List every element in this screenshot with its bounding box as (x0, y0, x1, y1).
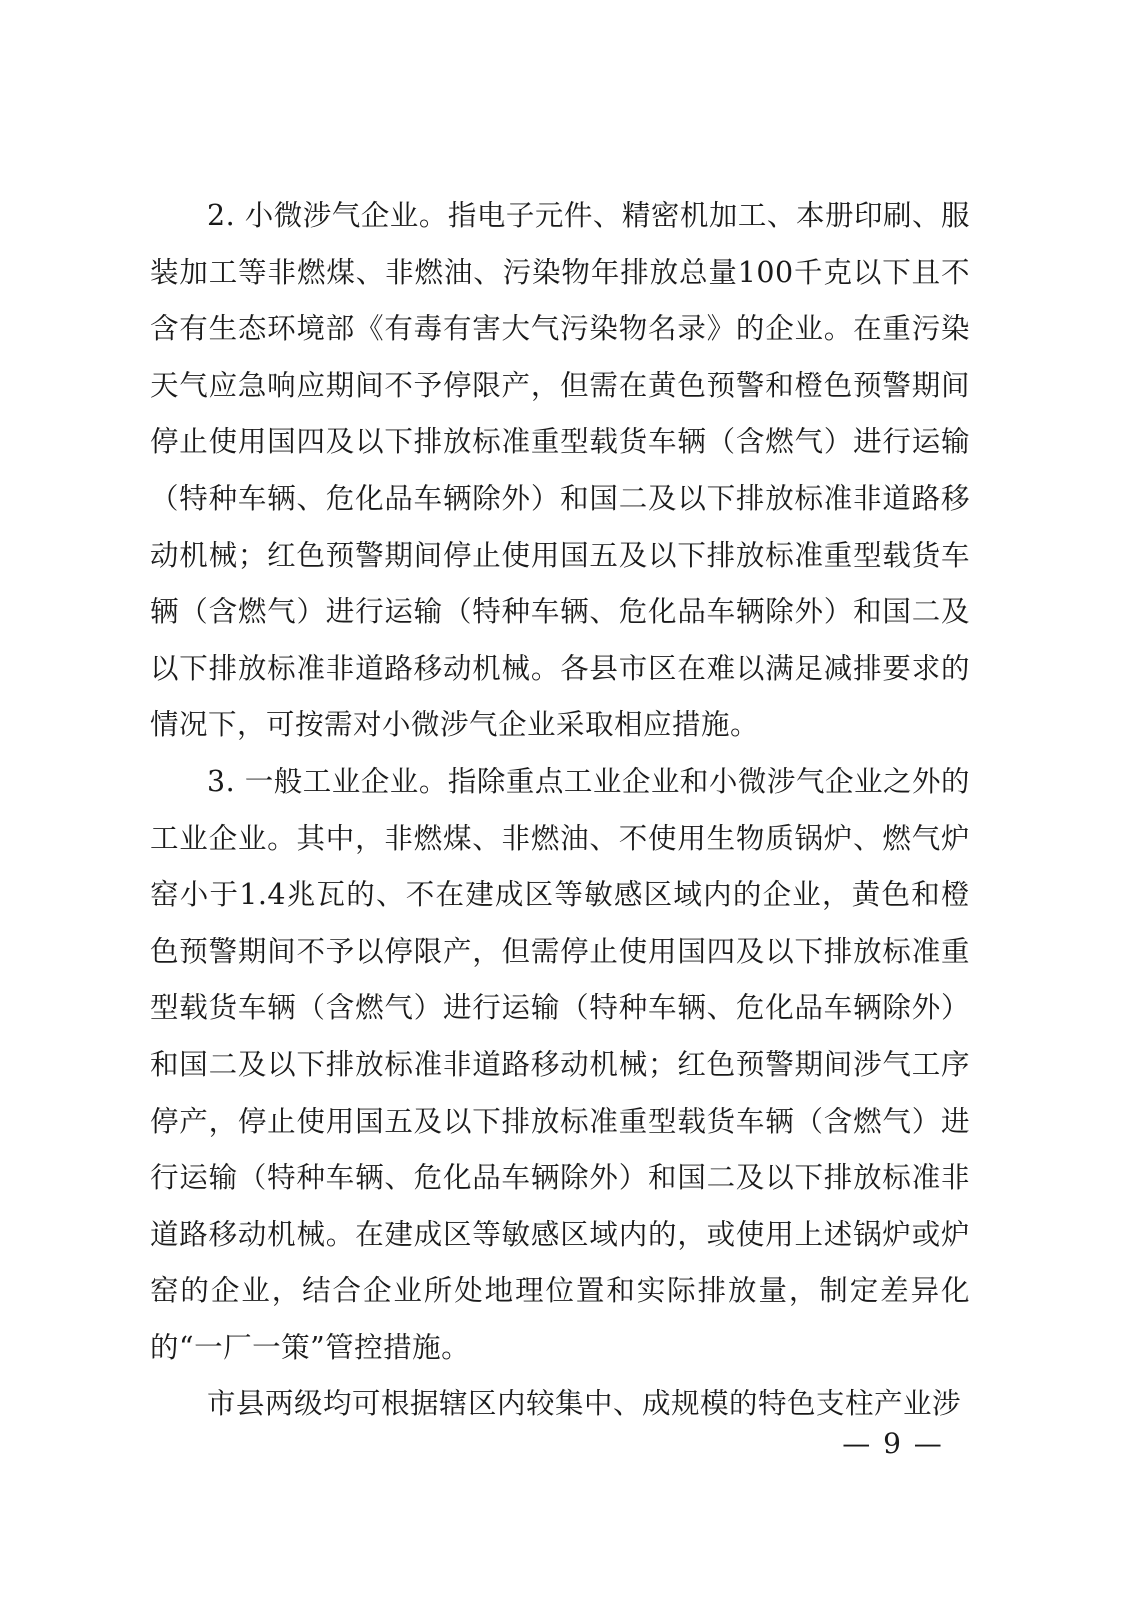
paragraph-general-industrial-enterprises: 3. 一般工业企业。指除重点工业企业和小微涉气企业之外的工业企业。其中，非燃煤、非燃油、不使用生物质锅炉、燃气炉窑小于1.4兆瓦的、不在建成区等敏感区域内的企业，黄色和橙色预警期间不予以停限产，但需停止使用国四及以下排放标准重型载货车辆（含燃气）进行运输（特种车辆、危化品车辆除外）和国二及以下排放标准非道路移动机械；红色预警期间涉气工序停产，停止使用国五及以下排放标准重型载货车辆（含燃气）进行运输（特种车辆、危化品车辆除外）和国二及以下排放标准非道路移动机械。在建成区等敏感区域内的，或使用上述锅炉或炉窑的企业，结合企业所处地理位置和实际排放量，制定差异化的“一厂一策”管控措施。 (150, 764, 970, 1364)
document-body (150, 188, 970, 1433)
page-number: — 9 — (842, 1427, 944, 1460)
paragraph-small-micro-enterprises: 2. 小微涉气企业。指电子元件、精密机加工、本册印刷、服装加工等非燃煤、非燃油、污染物年排放总量100千克以下且不含有生态环境部《有毒有害大气污染物名录》的企业。在重污染天气应急响应期间不予停限产，但需在黄色预警和橙色预警期间停止使用国四及以下排放标准重型载货车辆（含燃气）进行运输（特种车辆、危化品车辆除外）和国二及以下排放标准非道路移动机械；红色预警期间停止使用国五及以下排放标准重型载货车辆（含燃气）进行运输（特种车辆、危化品车辆除外）和国二及以下排放标准非道路移动机械。各县市区在难以满足减排要求的情况下，可按需对小微涉气企业采取相应措施。 (150, 199, 970, 742)
paragraph-city-county-levels: 市县两级均可根据辖区内较集中、成规模的特色支柱产业涉 (207, 1387, 962, 1421)
